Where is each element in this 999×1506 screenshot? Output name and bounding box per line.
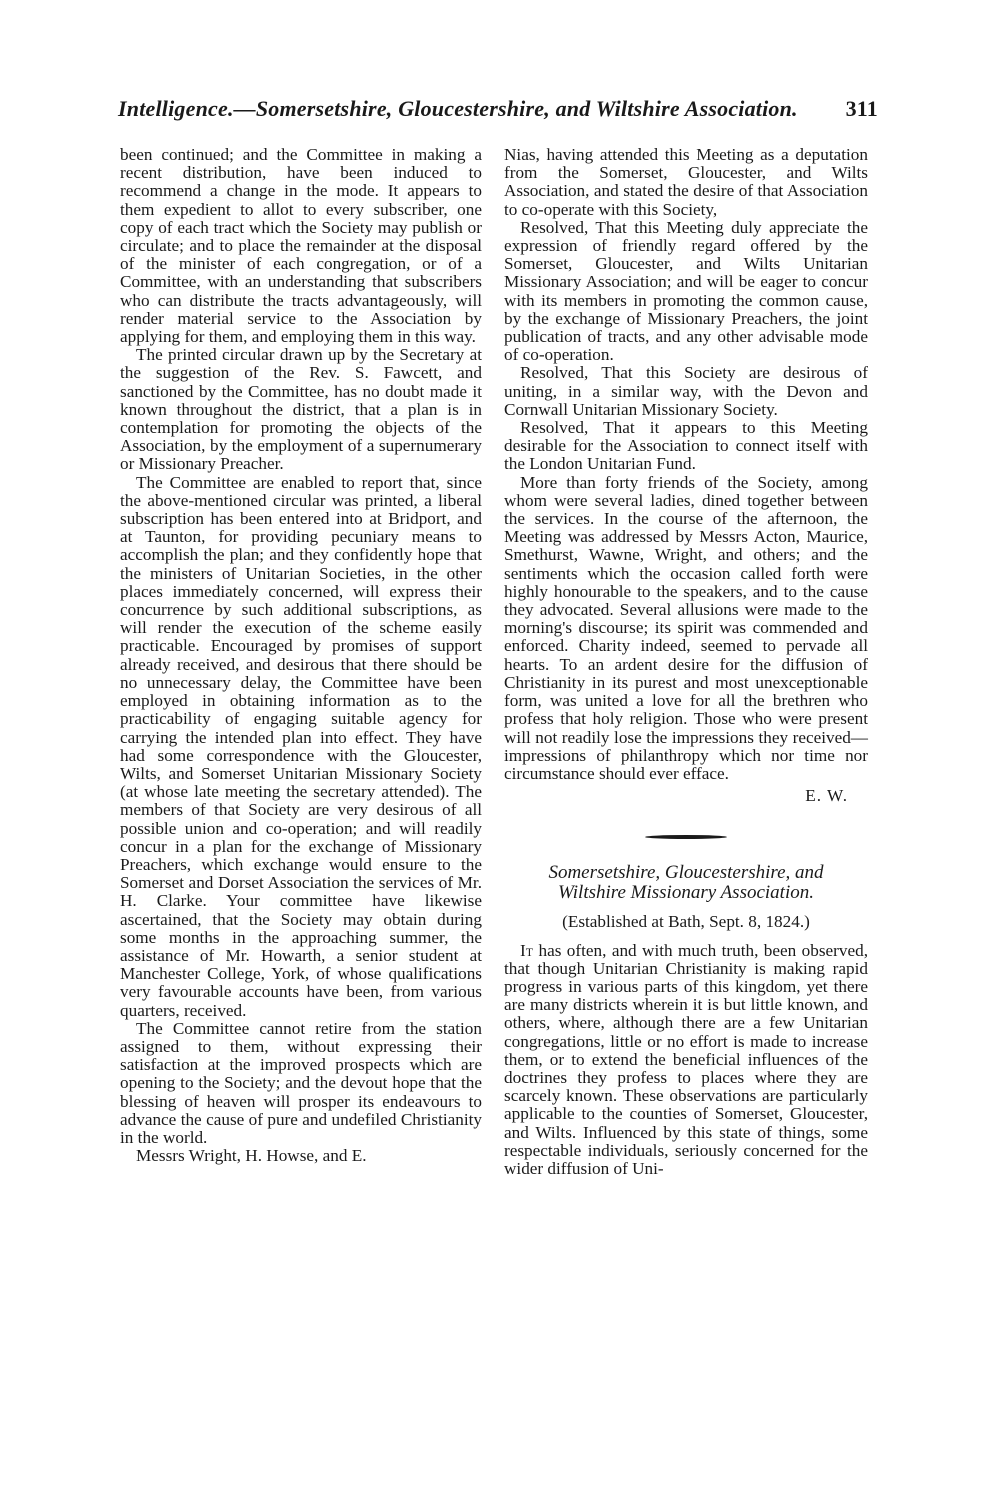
right-column — [504, 146, 868, 1178]
right-paragraph-4: Resolved, That it appears to this Meeting desirable for the Association to connect itself with the London Unitarian Fund. — [504, 418, 868, 474]
section-divider — [645, 835, 727, 839]
right-paragraph-6 — [504, 942, 868, 1179]
left-paragraph-2: The printed circular drawn up by the Secretary at the suggestion of the Rev. S. Fawcett, and sanctioned by the Committee, has no doubt made it known throughout the district, that a plan is in contemplation for promoting the objects of the Association, by the employment of a supernumerary or Missionary Preacher. — [120, 345, 482, 474]
section-title-line-1: Somersetshire, Gloucestershire, and — [548, 862, 824, 884]
running-header — [118, 96, 878, 122]
right-paragraph-5: More than forty friends of the Society, among whom were several ladies, dined together between the services. In the course of the afternoon, the Meeting was addressed by Messrs Acton, Maurice, Smethurst, Wawne, Wright, and others; and the sentiments which the occasion called forth were highly honourable to the speakers, and to the cause they advocated. Several allusions were made to the morning's discourse; its spirit was commended and enforced. Charity indeed, seemed to pervade all hearts. To an ardent desire for the diffusion of Christianity in its purest and most unexceptionable form, was united a love for all the brethren who profess that holy religion. Those who were present will not readily lose the impressions they received—impressions of philanthropy which nor time nor circumstance should ever efface. — [504, 472, 868, 783]
section-title-line-2: Wiltshire Missionary Association. — [558, 882, 814, 904]
running-title: Intelligence.—Somersetshire, Gloucestershire, and Wiltshire Association. — [118, 96, 798, 121]
right-paragraph-2: Resolved, That this Meeting duly appreciate the expression of friendly regard offered by the Somerset, Gloucester, and Wilts Unitarian Missionary Association; and will be eager to concur with its members in promoting the common cause, by the exchange of Missionary Preachers, the joint publication of tracts, and any other advisable mode of co-operation. — [504, 217, 868, 365]
right-paragraph-1: Nias, having attended this Meeting as a deputation from the Somerset, Gloucester, and Wilts Association, and stated the desire of that Association to co-operate with this Society, — [504, 145, 868, 219]
section-subtitle: (Established at Bath, Sept. 8, 1824.) — [562, 912, 810, 932]
signature: E. W. — [805, 786, 848, 806]
drop-word: It — [520, 940, 534, 960]
left-paragraph-5: Messrs Wright, H. Howse, and E. — [136, 1146, 367, 1166]
page-number: 311 — [845, 96, 878, 121]
left-paragraph-1: been continued; and the Committee in making a recent distribution, have been induced to recommend a change in the mode. It appears to them expedient to allot to every subscriber, one copy of each tract which the Society may publish or circulate; and to place the remainder at the disposal of the minister of each congregation, or of a Committee, with an understanding that subscribers who can distribute the tracts advantageously, will render material service to the Association by applying for them, and employing them in this way. — [120, 145, 482, 347]
left-paragraph-3: The Committee are enabled to report that, since the above-mentioned circular was printed, a liberal subscription has been entered into at Bridport, and at Taunton, for providing pecuniary means to accomplish the plan; and they confidently hope that the ministers of Unitarian Societies, in the other places immediately concerned, will express their concurrence by such additional subscriptions, as will render the execution of the scheme easily practicable. Encouraged by promises of support already received, and desirous that there should be no unnecessary delay, the Committee have been employed in obtaining information as to the practicability of engaging suitable agency for carrying the intended plan into effect. They have had some correspondence with the Gloucester, Wilts, and Somerset Unitarian Missionary Society (at whose late meeting the secretary attended). The members of that Society are very desirous of all possible union and co-operation; and will readily concur in a plan for the exchange of Missionary Preachers, which exchange would ensure to the Somerset and Dorset Association the services of Mr. H. Clarke. Your committee have likewise ascertained, that the Society may obtain during some months in the approaching summer, the assistance of Mr. Howarth, a senior student at Manchester College, York, of whose qualifications very favourable accounts have been, from various quarters, received. — [120, 472, 482, 1020]
left-column — [120, 146, 482, 1165]
right-paragraph-3: Resolved, That this Society are desirous of uniting, in a similar way, with the Devon and Cornwall Unitarian Missionary Society. — [504, 363, 868, 419]
left-paragraph-4: The Committee cannot retire from the station assigned to them, without expressing their satisfaction at the improved prospects which are opening to the Society; and the devout hope that the blessing of heaven will prosper its endeavours to advance the cause of pure and undefiled Christianity in the world. — [120, 1018, 482, 1147]
right-paragraph-6-body: has often, and with much truth, been observed, that though Unitarian Christianity is making rapid progress in various parts of this kingdom, yet there are many districts wherein it is but little known, and others, where, although there are a few Unitarian congregations, little or no effort is made to increase them, or to extend the beneficial influences of the doctrines they profess to places where they are scarcely known. These observations are particularly applicable to the counties of Somerset, Gloucester, and Wilts. Influenced by this state of things, some respectable individuals, seriously concerned for the wider diffusion of Uni- — [504, 940, 868, 1178]
